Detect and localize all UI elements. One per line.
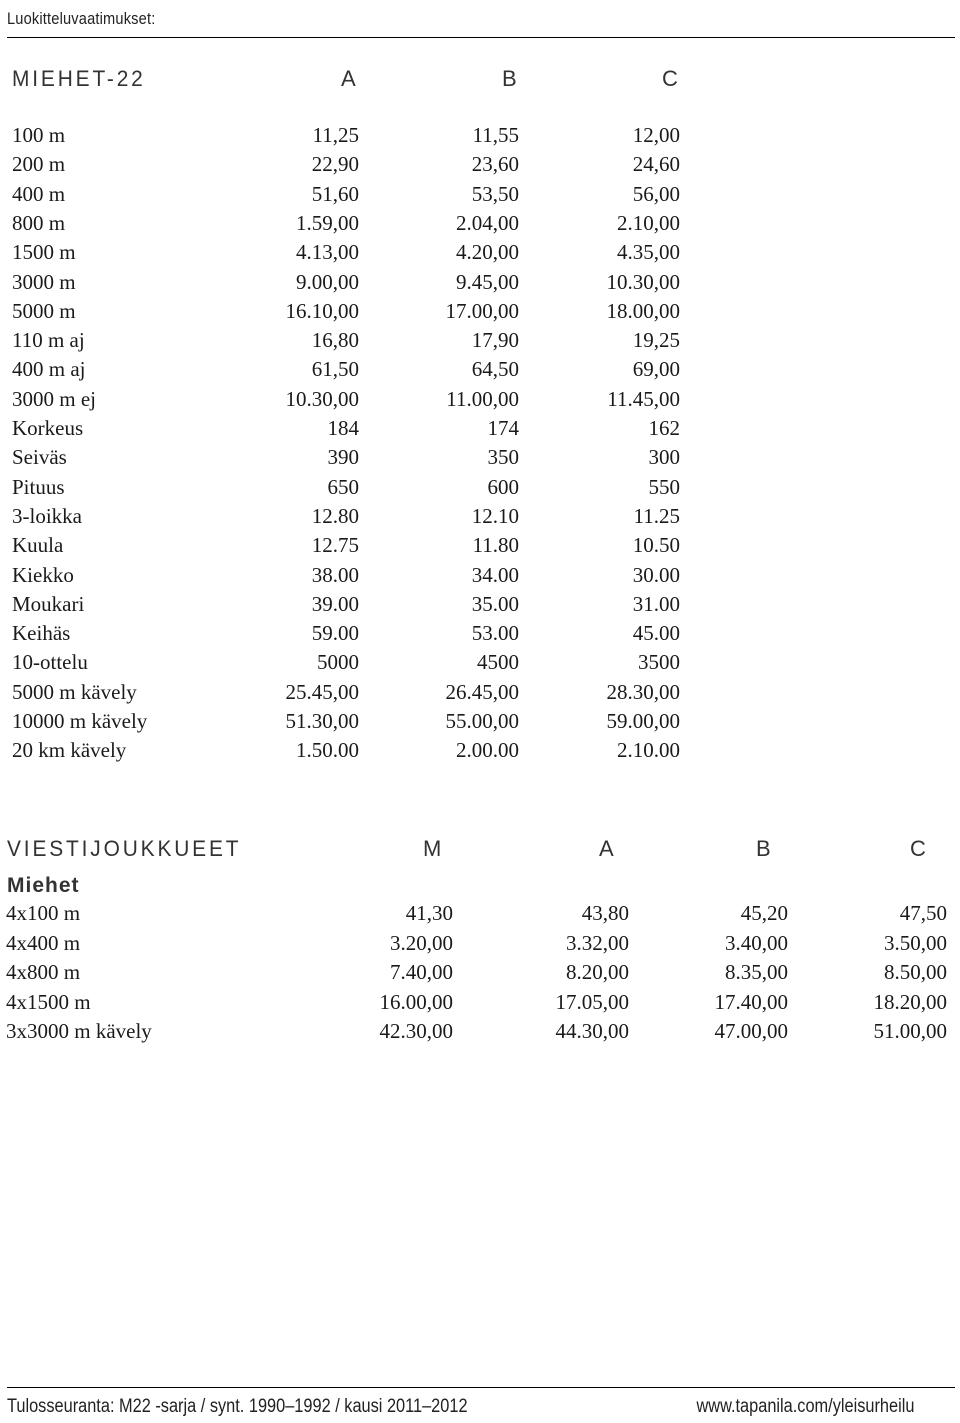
value-c: 10.30,00 — [606, 270, 680, 294]
value-a: 59.00 — [311, 621, 359, 645]
event-label: 400 m — [12, 182, 66, 206]
table-row — [0, 563, 960, 592]
table-row — [0, 931, 960, 960]
value-a: 3.32,00 — [566, 931, 629, 955]
event-label: Moukari — [12, 592, 85, 616]
value-c: 550 — [648, 475, 680, 499]
table-row — [0, 211, 960, 240]
value-c: 31.00 — [632, 592, 680, 616]
relays-title: VIESTIJOUKKUEET — [7, 836, 242, 861]
footer-divider — [7, 1387, 955, 1388]
event-label: 100 m — [12, 123, 66, 147]
value-a: 390 — [327, 445, 359, 469]
value-c: 3.50,00 — [884, 931, 947, 955]
value-c: 18.20,00 — [873, 990, 947, 1014]
event-label: 4x100 m — [6, 901, 81, 925]
relays-col-m: M — [423, 836, 442, 861]
value-a: 184 — [327, 416, 359, 440]
table-row — [0, 709, 960, 738]
value-a: 8.20,00 — [566, 960, 629, 984]
table-row — [0, 387, 960, 416]
value-a: 16,80 — [311, 328, 359, 352]
value-b: 8.35,00 — [725, 960, 788, 984]
event-label: Kiekko — [12, 563, 74, 587]
value-a: 1.50.00 — [296, 738, 359, 762]
page-header-title: Luokitteluvaatimukset: — [7, 9, 156, 28]
value-a: 16.10,00 — [285, 299, 359, 323]
table-row — [0, 680, 960, 709]
value-c: 8.50,00 — [884, 960, 947, 984]
event-label: 800 m — [12, 211, 66, 235]
event-label: 3x3000 m kävely — [6, 1019, 152, 1043]
value-b: 11.00,00 — [446, 387, 519, 411]
value-m: 41,30 — [405, 901, 453, 925]
value-a: 4.13,00 — [296, 240, 359, 264]
table-row — [0, 650, 960, 679]
value-c: 4.35,00 — [617, 240, 680, 264]
value-b: 26.45,00 — [445, 680, 519, 704]
table-row — [0, 416, 960, 445]
event-label: Keihäs — [12, 621, 71, 645]
value-a: 650 — [327, 475, 359, 499]
event-label: 4x400 m — [6, 931, 81, 955]
value-b: 17.40,00 — [714, 990, 788, 1014]
value-c: 56,00 — [632, 182, 680, 206]
value-b: 17,90 — [471, 328, 519, 352]
value-a: 11,25 — [312, 123, 359, 147]
men22-col-b: B — [502, 66, 517, 91]
table-row — [0, 592, 960, 621]
value-a: 44.30,00 — [555, 1019, 629, 1043]
value-c: 69,00 — [632, 357, 680, 381]
value-c: 300 — [648, 445, 680, 469]
event-label: Pituus — [12, 475, 65, 499]
relays-subgroup-label: Miehet — [7, 874, 80, 897]
table-row — [0, 357, 960, 386]
relays-col-b: B — [756, 836, 771, 861]
men22-col-a: A — [341, 66, 356, 91]
men22-title: MIEHET-22 — [12, 66, 146, 91]
value-a: 22,90 — [311, 152, 359, 176]
relays-col-a: A — [599, 836, 614, 861]
value-c: 2.10.00 — [617, 738, 680, 762]
value-b: 12.10 — [471, 504, 519, 528]
table-row — [0, 901, 960, 930]
event-label: 200 m — [12, 152, 66, 176]
value-c: 12,00 — [632, 123, 680, 147]
value-c: 11.25 — [633, 504, 680, 528]
value-m: 7.40,00 — [390, 960, 453, 984]
value-m: 42.30,00 — [379, 1019, 453, 1043]
value-a: 12.75 — [311, 533, 359, 557]
value-b: 64,50 — [471, 357, 519, 381]
value-b: 2.00.00 — [456, 738, 519, 762]
table-row — [0, 328, 960, 357]
value-b: 53,50 — [471, 182, 519, 206]
value-a: 38.00 — [311, 563, 359, 587]
value-c: 45.00 — [632, 621, 680, 645]
table-row — [0, 533, 960, 562]
value-a: 9.00,00 — [296, 270, 359, 294]
value-c: 59.00,00 — [606, 709, 680, 733]
event-label: 400 m aj — [12, 357, 86, 381]
event-label: 20 km kävely — [12, 738, 127, 762]
table-row — [0, 123, 960, 152]
table-row — [0, 445, 960, 474]
value-b: 3.40,00 — [725, 931, 788, 955]
value-b: 23,60 — [471, 152, 519, 176]
value-c: 28.30,00 — [606, 680, 680, 704]
value-c: 162 — [648, 416, 680, 440]
footer-series-info: Tulosseuranta: M22 -sarja / synt. 1990–1992 / kausi 2011–2012 — [7, 1396, 468, 1417]
value-a: 12.80 — [311, 504, 359, 528]
value-c: 47,50 — [899, 901, 947, 925]
value-a: 10.30,00 — [285, 387, 359, 411]
table-row — [0, 182, 960, 211]
table-row — [0, 299, 960, 328]
event-label: 10-ottelu — [12, 650, 88, 674]
value-c: 19,25 — [632, 328, 680, 352]
value-b: 4.20,00 — [456, 240, 519, 264]
value-m: 3.20,00 — [390, 931, 453, 955]
table-row — [0, 621, 960, 650]
value-c: 11.45,00 — [607, 387, 680, 411]
value-a: 51.30,00 — [285, 709, 359, 733]
value-m: 16.00,00 — [379, 990, 453, 1014]
table-row — [0, 738, 960, 767]
value-b: 55.00,00 — [445, 709, 519, 733]
event-label: 5000 m — [12, 299, 76, 323]
event-label: 1500 m — [12, 240, 76, 264]
value-b: 35.00 — [471, 592, 519, 616]
event-label: 3000 m ej — [12, 387, 96, 411]
value-b: 34.00 — [471, 563, 519, 587]
value-b: 2.04,00 — [456, 211, 519, 235]
event-label: 4x1500 m — [6, 990, 91, 1014]
table-row — [0, 504, 960, 533]
value-b: 11.80 — [472, 533, 519, 557]
value-b: 4500 — [477, 650, 519, 674]
value-a: 5000 — [317, 650, 359, 674]
value-b: 53.00 — [471, 621, 519, 645]
table-row — [0, 960, 960, 989]
value-a: 17.05,00 — [555, 990, 629, 1014]
value-a: 61,50 — [311, 357, 359, 381]
value-a: 39.00 — [311, 592, 359, 616]
value-b: 174 — [487, 416, 519, 440]
value-b: 47.00,00 — [714, 1019, 788, 1043]
value-a: 1.59,00 — [296, 211, 359, 235]
value-c: 30.00 — [632, 563, 680, 587]
value-c: 24,60 — [632, 152, 680, 176]
value-b: 45,20 — [740, 901, 788, 925]
value-c: 10.50 — [632, 533, 680, 557]
event-label: 4x800 m — [6, 960, 81, 984]
footer-website-link[interactable]: www.tapanila.com/yleisurheilu — [696, 1396, 914, 1417]
table-row — [0, 990, 960, 1019]
value-a: 43,80 — [581, 901, 629, 925]
value-b: 17.00,00 — [445, 299, 519, 323]
value-a: 51,60 — [311, 182, 359, 206]
event-label: 110 m aj — [12, 328, 85, 352]
value-b: 350 — [487, 445, 519, 469]
value-c: 51.00,00 — [873, 1019, 947, 1043]
men22-col-c: C — [662, 66, 678, 91]
value-b: 600 — [487, 475, 519, 499]
value-c: 2.10,00 — [617, 211, 680, 235]
relays-col-c: C — [910, 836, 926, 861]
header-divider — [7, 37, 955, 38]
table-row — [0, 1019, 960, 1048]
event-label: Korkeus — [12, 416, 84, 440]
value-b: 9.45,00 — [456, 270, 519, 294]
event-label: 3000 m — [12, 270, 76, 294]
event-label: Seiväs — [12, 445, 67, 469]
event-label: 10000 m kävely — [12, 709, 148, 733]
value-c: 3500 — [638, 650, 680, 674]
event-label: 5000 m kävely — [12, 680, 137, 704]
value-b: 11,55 — [472, 123, 519, 147]
event-label: 3-loikka — [12, 504, 82, 528]
event-label: Kuula — [12, 533, 64, 557]
value-c: 18.00,00 — [606, 299, 680, 323]
table-row — [0, 152, 960, 181]
table-row — [0, 475, 960, 504]
value-a: 25.45,00 — [285, 680, 359, 704]
table-row — [0, 270, 960, 299]
table-row — [0, 240, 960, 269]
